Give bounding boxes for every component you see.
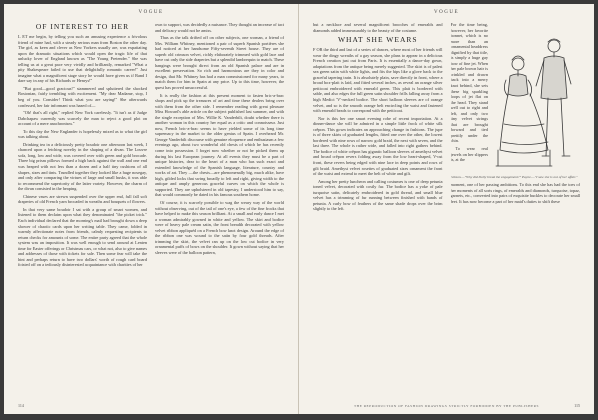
- paragraph: To this day the New Englander is hopelessly mixed as to what the girl was talking about.: [18, 128, 147, 140]
- paragraph: F OR the third and last of a series of dances, where most of her friends will wear the dingy wreaths of a gay season, she plans to appear in a delicious French creation just out from Paris. It is essentially a dance-day gown, adaptations from the antique being merely suggested. The skirt is of palest sea green satin with white lights, and fits the hips like a glove back to the graceful tapering train. It is absolutely plain, save directly in front, where a broad box-plait is laid, and fitted several inches, as reveal an orange silver petticoat embroidered with emerald green. This plait is bordered with sable, and also edges the full green satin shoulder frills falling away from a high Medici 'V'-necked bodice. The short balloon sleeves are of orange velvet, and so is the smooth orange belt encircling the waist and fastened with emerald beads to correspond with the petticoat.: [313, 47, 443, 114]
- paragraph: To wear real jewels on her slippers is, at the: [450, 146, 488, 163]
- couple-sketch-icon: [492, 24, 580, 172]
- paragraph: Drinking tea in a deliciously pretty boudoir one afternoon last week, I chanced upon a fetching novelty in the shaping of a divan. The Louvre sofa, long, low and wide, was covered over with green and gold brocade. Three big prism pillows formed a high back against the wall and one end was heaped with not less than a dozen and a half tiny cushions of all shapes, sizes and tints. Trundled together they looked like a huge nosegay, and only after comparing the virtues of large and small husks, it was able to recommend the superiority of the latter variety. However, the charm of the divan consisted in the heaping.: [18, 141, 147, 192]
- paragraph: In that very same boudoir I sat with a group of smart women, and listened to them declaim upon what they denominated "the picket trick." Each individual declared that the morning's mail had brought down a deep shower of chaotic cards upon her writing table. They came, folded in warmly affectionate notes from friends, calmly requesting recipients to return checks for amounts of some. The entire party agreed that the whole system was an imposition. It was well enough to send around at Lenten time for Easter offerings or Christmas cars, or what not, also to give names and addresses of those with tickets for sale. Then some fear will take the hint and perhaps return to have two dollars' worth of rough card board foisted off on a tediously disinterested acquaintance with charities of her: [18, 206, 147, 268]
- right-column-1: [313, 22, 443, 400]
- paragraph: L ET me begin, by telling you such an amusing experience a frivolous friend of mine had, with a steady serious man from Boston the other day. The girl, as keen and clever as New Yorkers usually are, was expatiating upon the dramatic situations which would open the tragic life of that unlucky lover of England known as "The Young Pretender." She was telling us at a great pace very vividly and brilliantly, remarked "What a pity Shakespeare failed to use that delightfully romantic career!" Just imagine what a magnificent stage story he would have given us if Rand I dare say in any of his Richards or Henrys!": [18, 34, 147, 84]
- page-number: 114: [18, 403, 24, 408]
- copyright-notice: THE REPRODUCTION OF FASHION DRAWINGS STRICTLY FORBIDDEN BY THE PUBLISHERS: [354, 404, 539, 408]
- paragraph: Thus as the talk drifted off on other subjects, one woman, a friend of Mrs. William Whitney, mentioned a pair of superb Spanish portières she had noticed at her handsome Fifty-seventh Street house. They are of superb old crimson velvet, richly elaborately trimmed with gold lace and have cut only the side draperies but a splendid lambrequin to match. These hangings were brought direct from an old Spanish palace and are in excellent preservation. So rich and harmonious are they in color and design, that Mr. Whitney has had a man commissioned for many years, to match them for him in Spain at any price. Up to this time, however, the quest has proved unsuccessful.: [155, 35, 284, 91]
- paragraph: Of course, it is scarcely possible to wag the weary way of the world without observing, out of the tail of one's eye, a few of the fine frocks that have helped to make this season brilliant. At a small and early dance I met a woman admirably gowned in white and yellow. The skirt and bodice were of heavy pale cream satin, the front breadth decorated with yellow velvet ribbon appliquéd on a French bow knot design. Around the edge of the ribbon one was wound to the satin by four gold threads. After trimming the skirt, the velvet ran up on the low cut bodice in very ornamental puffs of bows on the shoulder. It gown without saying that her sleeves were of the balloon pattern,: [155, 199, 284, 255]
- right-column-2: [451, 22, 581, 400]
- running-head: VOGUE: [434, 10, 459, 15]
- left-page: [4, 4, 299, 414]
- paragraph: Chinese vases are strewn suspended over the upper end, full fall soft draperies of old French yarn brocaded in wreaths and bouquets of flowers.: [18, 193, 147, 205]
- left-column-2: [155, 22, 284, 400]
- magazine-spread: [4, 4, 594, 414]
- paragraph: For the time being, however, her favorite bonnet, which is no more than an ornamental headdress dignified by that title, is simply a huge gay bow of fine jet. When her pale brown hair is crinkled and drawn back into a merry knot behind, she sets these big sparkling loops of jet flat on the head. They stand well out to right and left, and only two tiny velvet strings that are brought forward and tied prettily under the chin.: [450, 22, 489, 144]
- paragraph: own to support, was decidedly a nuisance. They thought an increase of tact and delicacy would not be amiss.: [155, 22, 284, 33]
- article-title: WHAT SHE WEARS: [337, 35, 418, 45]
- right-columns: [313, 22, 580, 400]
- left-columns: [18, 22, 284, 400]
- paragraph: moment, one of her passing ambitions. To this end she has had the toes of her moments of all sorts rings, of emeralds and diamonds, turquoise, topaz, garnets, etc., converted into pairs of exquisite buckles to decorate her small feet. It has now become a part of her maid's duties to shift these: [450, 182, 580, 204]
- paragraph: but a necklace and several magnificent brooches of emeralds and diamonds added immeasurably to the beauty of the costume.: [313, 22, 443, 33]
- left-column-1: [18, 22, 147, 400]
- page-number: 115: [574, 403, 580, 408]
- paragraph: "Oh! that's all right," replied New York carelessly. "It isn't as if Judge Dabchapaw currently was scarcely the man to reject a good plot on account of a mere anachronism.": [18, 110, 147, 127]
- paragraph: It is really the fashion at this present moment to fasten bric-a-brac shops and pick up the treasures of art and time these dealers bring over with them from the other side. I remember reading with great pleasure Miss Howard's able article on the subject published last summer, and with the single exception of Mrs. Willie K. Vanderbilt, doubt whether there is another woman in this country her equal as a critic and connoisseur. Just now, French bric-a-brac seems to have yielded some of its long time supremacy in the market to the older genius of Spain. I overheard Mr. George Vanderbilt discourse with genuine eloquence and enthusiasm a few evenings ago, about two wonderful old chests of which he has recently come into possession. I forget now whether or not he picked them up during his last European journey. At all events they must be a part of unique histories, dear to the heart of a man who has such exact and extended knowledge of the Spanish language, literature, country and works of art. They —the chests—are phenomenally big, much alike, have high, gilded locks that swing broadly to left and right, giving width to the antique and amply generous graceful curves on which the whole is supported. They are upholstered in old tapestry, I understood him to say, that would commonly be dated in his famous southern home.: [155, 92, 284, 198]
- paragraph: Nor is this her one smart evening robe of recent importation. At a dinner-dance she will be admired in a simple little frock of white silk crêpon. This gown indicates an approaching change in fashions. The jupe is of three skirts of graduated lengths, fitted one over the other, the lowest bordered with nine rows of narrow gold braid, the next with seven, and the last three. The whole is rather wide, and falled into right gathers behind. The bodice of white crêpon has gigantic balloon sleeves of amethyst velvet and broad crêpon revers folding away from the low heart-shaped, V-cut front, these revers being edged with nine lace in deep points and rows of gilt braid. Amethyst velvet rosettes of graduated sizes ornament the front of the waist and extend to meet the belt of white and gilt.: [313, 115, 443, 177]
- running-head: VOGUE: [138, 10, 164, 15]
- right-page: [299, 4, 594, 414]
- fashion-illustration: [492, 24, 580, 172]
- illustration-caption: Gibson.—"Why did Dolly break the engagement?" Payne.—"I saw she is out of her affair.": [450, 175, 578, 179]
- paragraph: "But good—good gracious!" stammered and spluttered the shocked Bostonian, fairly trembling with excitement. "My dear Madame, stop, I beg of you. Consider! Think what you are saying!" She afterwards confessed, her fair informant was hazed of—: [18, 85, 147, 108]
- paragraph: Among her pretty luncheon and calling costumes is one of deep petunia toned velvet, decorated with costly fur. The bodice has a yoke of pale turquoise satin, delicately embroidered in gold thread, and small blue velvet has a trimming of fur running between finished with bands of petunia. A curly bow of feathers of the same shade drops over the brim slightly to the left.: [313, 178, 443, 212]
- article-title: OF INTEREST TO HER: [35, 22, 130, 31]
